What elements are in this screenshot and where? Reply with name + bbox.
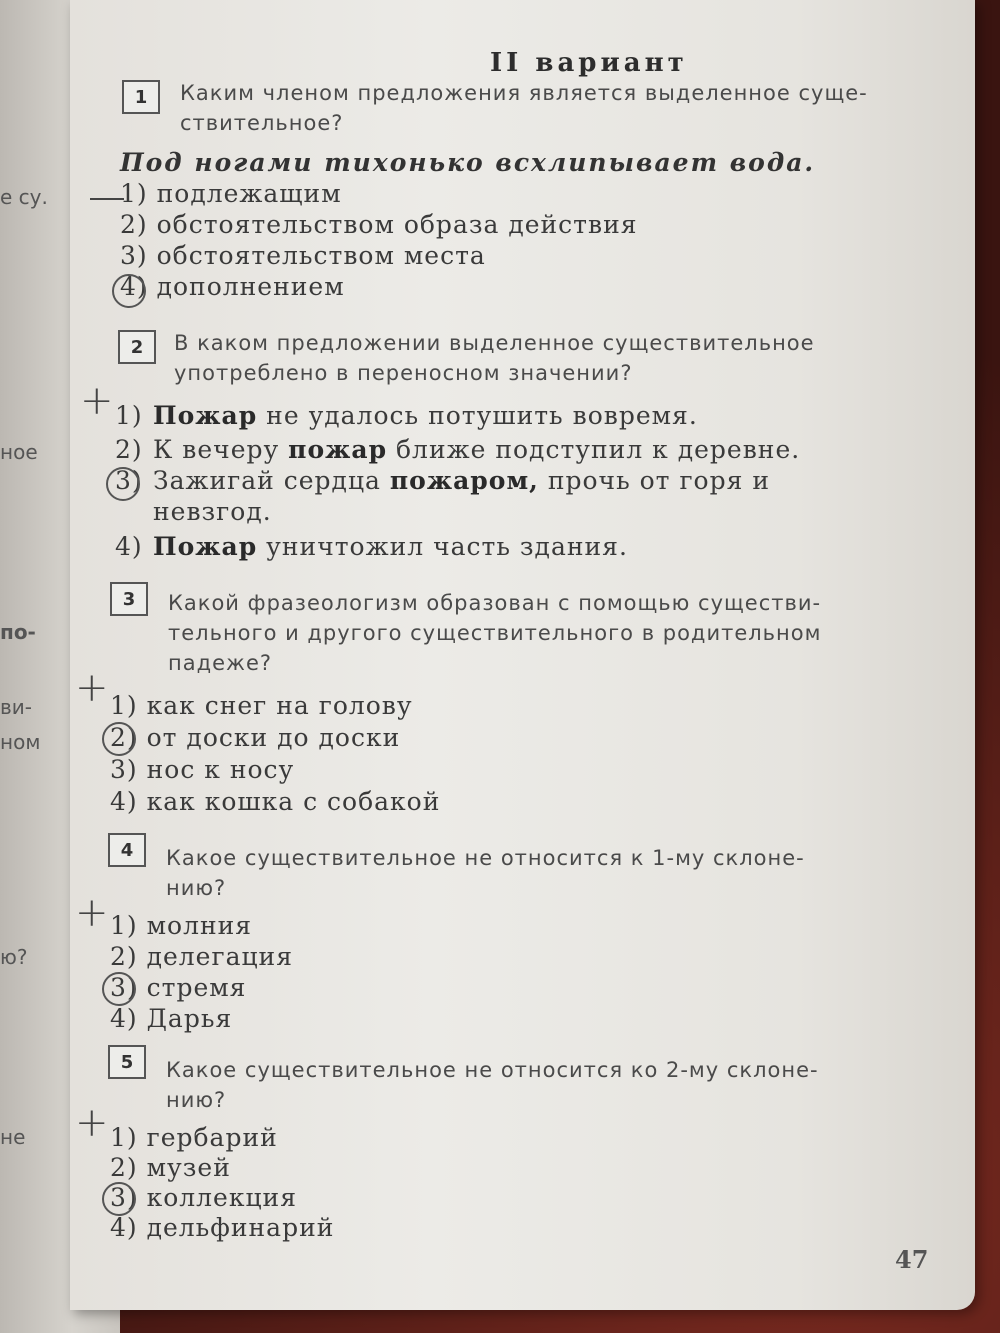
question-3-text-line: Какой фразеологизм образован с помощью существи-: [168, 591, 822, 615]
left-fragment: по-: [0, 620, 36, 644]
pen-plus-mark: +: [80, 378, 114, 424]
question-3-text-line: падеже?: [168, 651, 273, 675]
page-title: II вариант: [490, 48, 688, 78]
question-1-text-line: Каким членом предложения является выделенное суще-: [180, 81, 868, 105]
question-1-option: 4) дополнением: [120, 272, 345, 301]
pen-plus-mark: +: [75, 890, 109, 936]
question-number-2: 2: [118, 330, 156, 364]
question-1-option: 3) обстоятельством места: [120, 241, 486, 270]
question-3-text-line: тельного и другого существительного в родительном: [168, 621, 822, 645]
question-4-option: 4) Дарья: [110, 1004, 233, 1033]
question-3-option: 4) как кошка с собакой: [110, 787, 441, 816]
question-3-option: 1) как снег на голову: [110, 691, 413, 720]
pen-plus-mark: +: [75, 1100, 109, 1146]
pen-circle-mark: [102, 722, 136, 756]
left-fragment: ви-: [0, 695, 33, 719]
question-1-text-line: ствительное?: [180, 111, 344, 135]
question-number-5: 5: [108, 1045, 146, 1079]
question-3-option: 3) нос к носу: [110, 755, 295, 784]
page-number: 47: [895, 1245, 929, 1274]
pen-circle-mark: [112, 274, 146, 308]
question-2-option-continuation: невзгод.: [153, 497, 272, 526]
left-fragment: ном: [0, 730, 41, 754]
pen-plus-mark: +: [75, 665, 109, 711]
question-5-text-line: нию?: [166, 1088, 227, 1112]
question-number-3: 3: [110, 582, 148, 616]
question-4-option: 3) стремя: [110, 973, 247, 1002]
question-2-option: 3) Зажигай сердца пожаром, прочь от горя и: [115, 466, 770, 495]
left-fragment: е су.: [0, 185, 48, 209]
question-number-4: 4: [108, 833, 146, 867]
left-fragment: ное: [0, 440, 38, 464]
question-number-1: 1: [122, 80, 160, 114]
question-2-option: 1) Пожар не удалось потушить вовремя.: [115, 401, 698, 430]
question-2-option: 4) Пожар уничтожил часть здания.: [115, 532, 628, 561]
question-5-option: 1) гербарий: [110, 1123, 278, 1152]
question-4-text-line: нию?: [166, 876, 227, 900]
pen-circle-mark: [106, 467, 140, 501]
pen-circle-mark: [102, 972, 136, 1006]
question-2-text-line: употреблено в переносном значении?: [174, 361, 633, 385]
workbook-page: [70, 0, 975, 1310]
question-2-text-line: В каком предложении выделенное существительное: [174, 331, 815, 355]
left-fragment: не: [0, 1125, 26, 1149]
left-fragment: ю?: [0, 945, 28, 969]
question-1-option: 2) обстоятельством образа действия: [120, 210, 638, 239]
question-5-option: 4) дельфинарий: [110, 1213, 335, 1242]
question-1-sentence: Под ногами тихонько всхлипывает вода.: [120, 148, 816, 177]
question-4-option: 1) молния: [110, 911, 253, 940]
question-4-text-line: Какое существительное не относится к 1-му склоне-: [166, 846, 805, 870]
question-4-option: 2) делегация: [110, 942, 293, 971]
question-5-option: 3) коллекция: [110, 1183, 297, 1212]
question-3-option: 2) от доски до доски: [110, 723, 401, 752]
question-5-text-line: Какое существительное не относится ко 2-му склоне-: [166, 1058, 819, 1082]
question-5-option: 2) музей: [110, 1153, 231, 1182]
pen-dash-mark: [90, 198, 124, 200]
pen-circle-mark: [102, 1182, 136, 1216]
question-1-option: 1) подлежащим: [120, 179, 342, 208]
question-2-option: 2) К вечеру пожар ближе подступил к деревне.: [115, 435, 801, 464]
